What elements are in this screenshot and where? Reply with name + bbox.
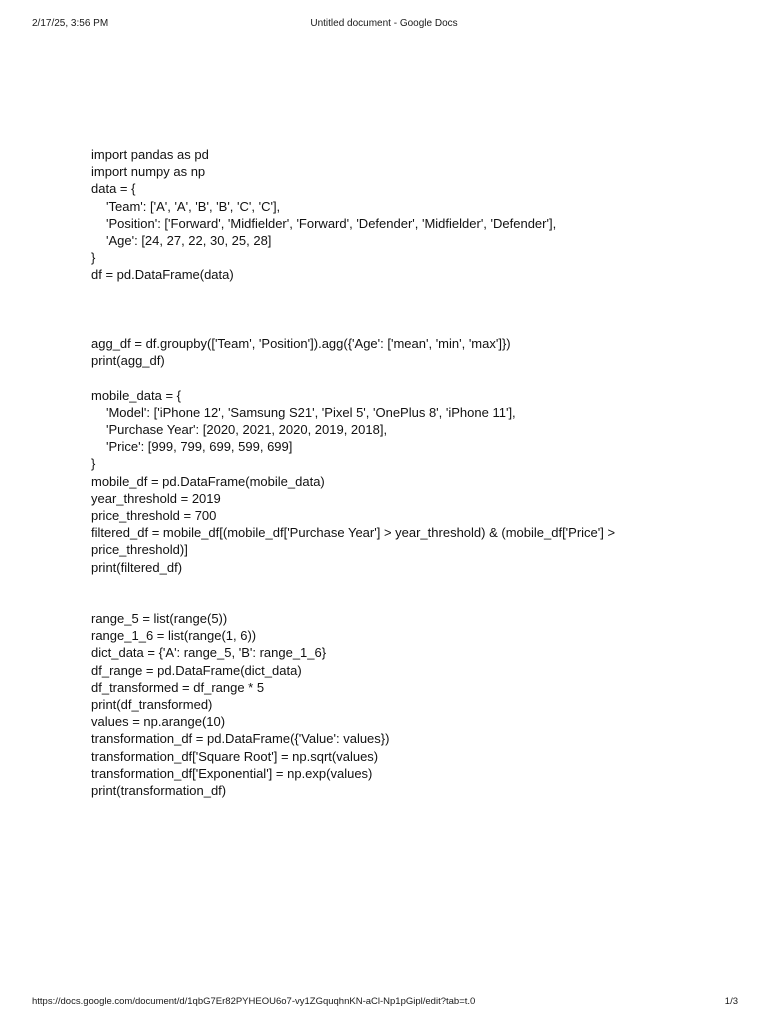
code-line: import pandas as pd: [91, 147, 209, 162]
code-line: print(filtered_df): [91, 559, 183, 575]
code-line: transformation_df['Exponential'] = np.exp(values): [91, 765, 373, 781]
code-line: df_transformed = df_range * 5: [91, 679, 265, 695]
code-line: 'Purchase Year': [2020, 2021, 2020, 2019, 2018],: [106, 422, 388, 437]
code-line: print(agg_df): [91, 353, 165, 369]
code-line: 'Age': [24, 27, 22, 30, 25, 28]: [106, 232, 272, 248]
code-line: 'Position': ['Forward', 'Midfielder', 'Forward', 'Defender', 'Midfielder', 'Defender'],: [106, 215, 557, 231]
code-line: agg_df = df.groupby(['Team', 'Position']).agg({'Age': ['mean', 'min', 'max']}): [91, 336, 511, 352]
code-line: }: [91, 250, 96, 266]
blank-line: [91, 369, 701, 386]
code-line: mobile_df = pd.DataFrame(mobile_data): [91, 473, 325, 489]
page-number: 1/3: [724, 996, 738, 1007]
code-line: range_1_6 = list(range(1, 6)): [91, 628, 257, 644]
document-body: [91, 146, 701, 799]
blank-line: [91, 593, 701, 610]
code-line: data = {: [91, 181, 136, 197]
code-line: transformation_df['Square Root'] = np.sqrt(values): [91, 748, 379, 764]
code-line: price_threshold)]: [91, 542, 188, 558]
code-line: values = np.arange(10): [91, 714, 226, 730]
code-line: import numpy as np: [91, 164, 206, 180]
code-line: mobile_data = {: [91, 387, 181, 403]
blank-line: [91, 318, 701, 335]
document-title: Untitled document - Google Docs: [310, 18, 458, 29]
code-line: df_range = pd.DataFrame(dict_data): [91, 662, 302, 678]
blank-line: [91, 284, 701, 301]
code-line: transformation_df = pd.DataFrame({'Value': values}): [91, 731, 390, 747]
code-line: range_5 = list(range(5)): [91, 611, 228, 627]
print-datetime: 2/17/25, 3:56 PM: [32, 18, 109, 29]
print-footer: [0, 995, 768, 1009]
code-line: 'Price': [999, 799, 699, 599, 699]: [106, 439, 293, 455]
code-line: year_threshold = 2019: [91, 490, 221, 506]
code-line: 'Team': ['A', 'A', 'B', 'B', 'C', 'C'],: [106, 198, 281, 214]
blank-line: [91, 576, 701, 593]
code-line: filtered_df = mobile_df[(mobile_df['Purchase Year'] > year_threshold) & (mobile_df['Price'] >: [91, 525, 616, 541]
code-line: dict_data = {'A': range_5, 'B': range_1_6}: [91, 645, 327, 661]
code-line: }: [91, 456, 96, 472]
code-line: price_threshold = 700: [91, 507, 217, 523]
code-line: print(df_transformed): [91, 697, 213, 712]
code-line: 'Model': ['iPhone 12', 'Samsung S21', 'Pixel 5', 'OnePlus 8', 'iPhone 11'],: [106, 404, 516, 420]
code-line: df = pd.DataFrame(data): [91, 267, 234, 283]
code-line: print(transformation_df): [91, 782, 227, 798]
print-header: [0, 17, 768, 31]
document-url: https://docs.google.com/document/d/1qbG7Er82PYHEOU6o7-vy1ZGquqhnKN-aCl-Np1pGipl/edit?tab=t.0: [32, 996, 476, 1007]
blank-line: [91, 301, 701, 318]
